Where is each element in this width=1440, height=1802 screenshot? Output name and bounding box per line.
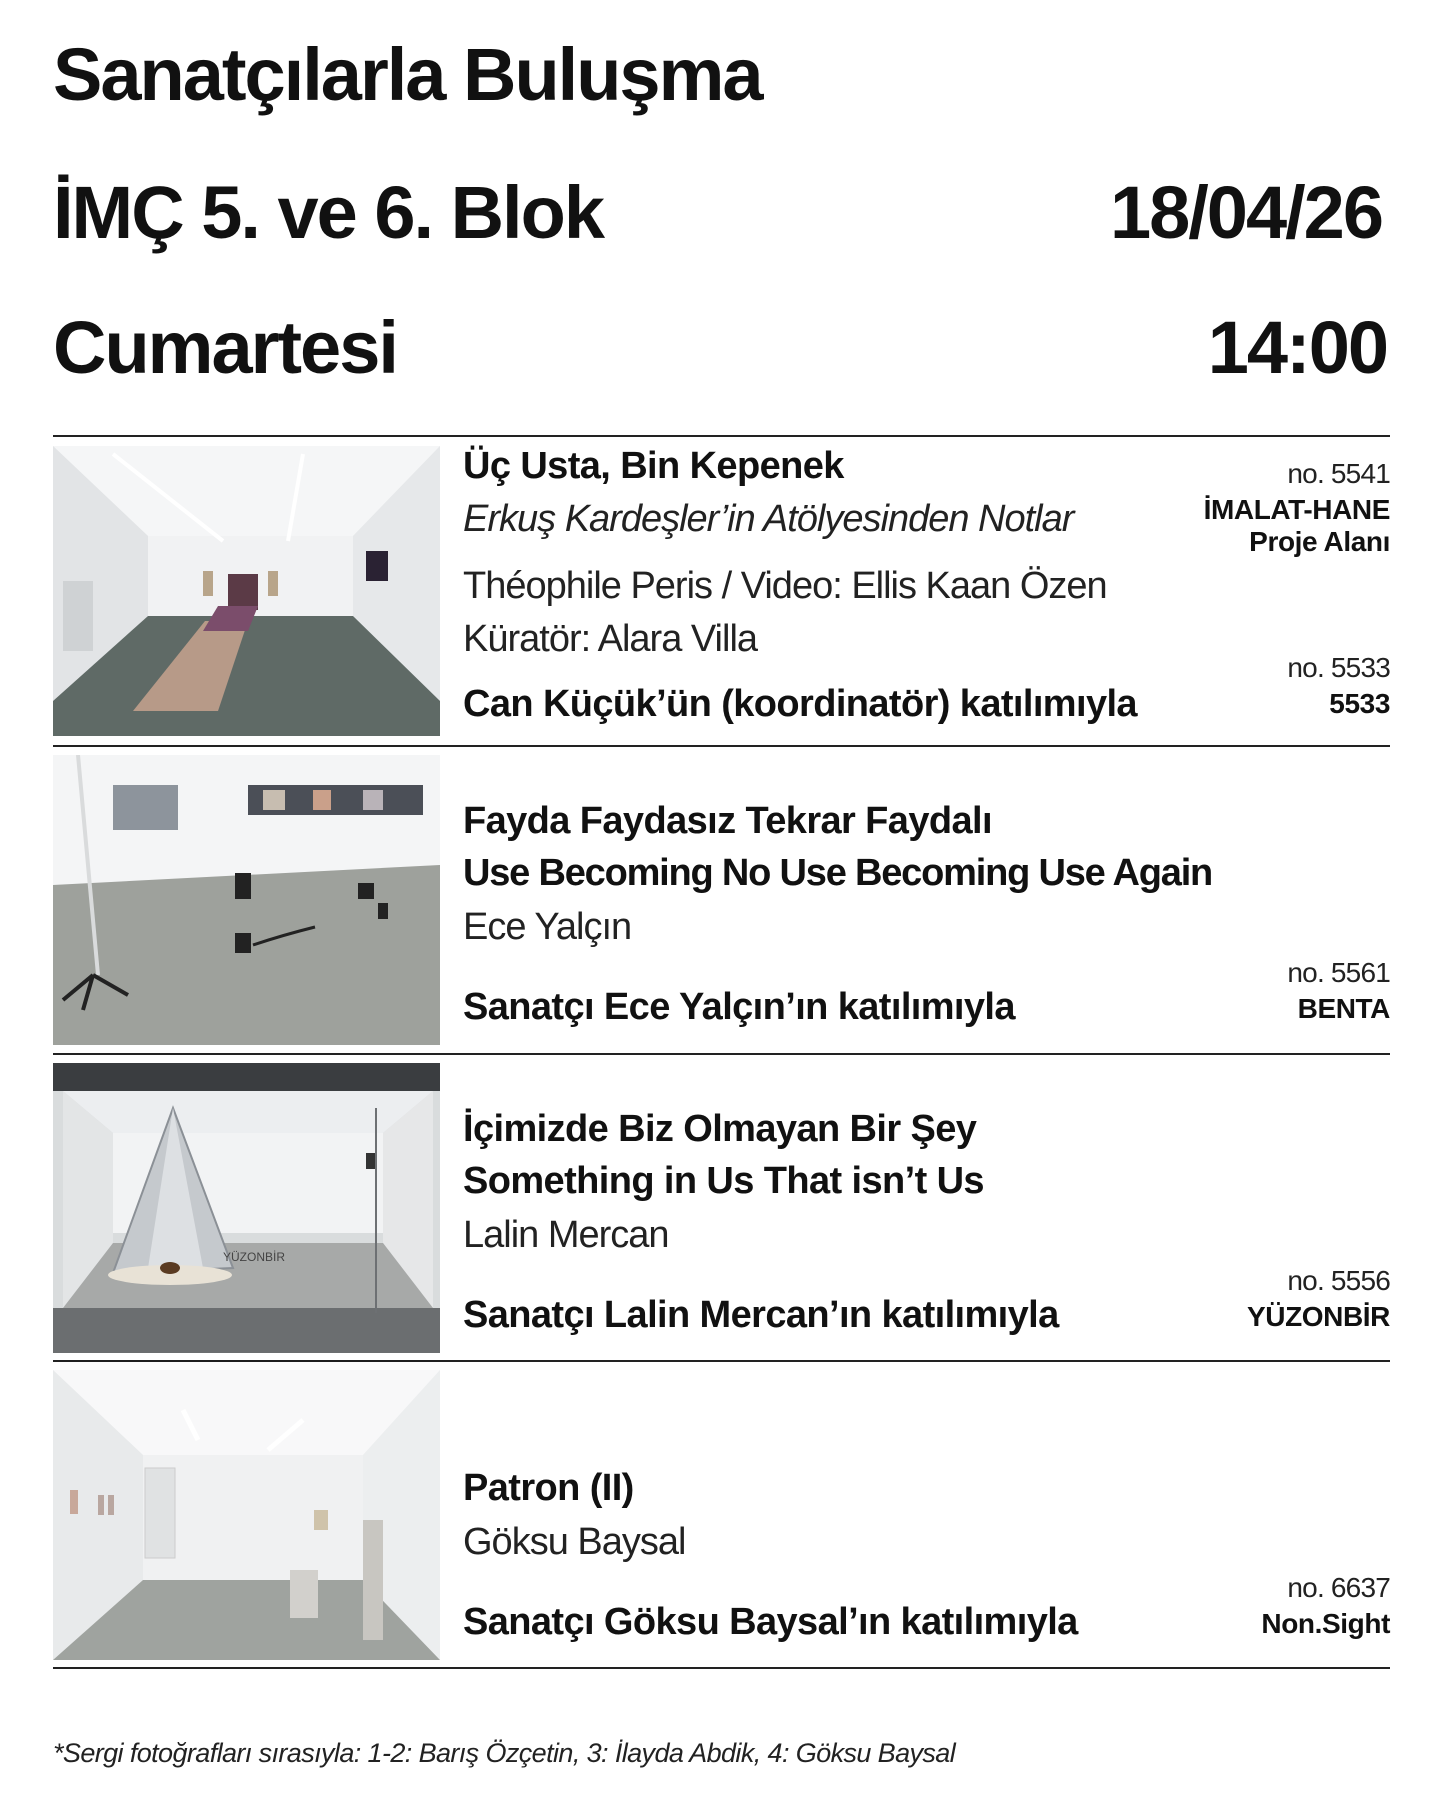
gallery-info [1287, 957, 1390, 1025]
gallery-room-image [53, 446, 440, 736]
gallery-room-image [53, 755, 440, 1045]
divider [53, 1667, 1390, 1669]
event-row-1 [53, 436, 1390, 726]
event-title-english: Something in Us That isn’t Us [463, 1160, 984, 1202]
gallery-room-image [53, 1063, 440, 1353]
photo-credits-footnote: *Sergi fotoğrafları sırasıyla: 1-2: Barış Özçetin, 3: İlayda Abdik, 4: Göksu Baysal [53, 1738, 956, 1768]
gallery-number: no. 5561 [1287, 957, 1390, 988]
gallery-number: no. 5556 [1287, 1265, 1390, 1296]
gallery-info [1261, 1572, 1390, 1640]
date-label: 18/04/26 [1109, 171, 1382, 254]
location-label: İMÇ 5. ve 6. Blok [53, 171, 603, 254]
gallery-name-line2: Proje Alanı [1249, 526, 1390, 558]
gallery-info-bottom [1287, 652, 1390, 720]
event-artist: Göksu Baysal [463, 1521, 686, 1563]
event-row-4 [53, 1360, 1390, 1650]
event-artist: Lalin Mercan [463, 1214, 669, 1256]
event-participation: Sanatçı Ece Yalçın’ın katılımıyla [463, 986, 1015, 1028]
gallery-number: no. 5541 [1287, 458, 1390, 489]
event-title: İçimizde Biz Olmayan Bir Şey [463, 1108, 977, 1150]
time-label: 14:00 [1207, 306, 1387, 389]
gallery-room-image [53, 1370, 440, 1660]
event-artist: Ece Yalçın [463, 906, 632, 948]
event-subtitle: Erkuş Kardeşler’in Atölyesinden Notlar [463, 498, 1074, 540]
event-row-3 [53, 1053, 1390, 1343]
event-title: Üç Usta, Bin Kepenek [463, 445, 844, 487]
event-participation: Sanatçı Lalin Mercan’ın katılımıyla [463, 1294, 1059, 1336]
event-participation: Sanatçı Göksu Baysal’ın katılımıyla [463, 1601, 1078, 1643]
event-title: Fayda Faydasız Tekrar Faydalı [463, 800, 992, 842]
gallery-number: no. 6637 [1287, 1572, 1390, 1603]
gallery-info [1247, 1265, 1390, 1333]
event-title-english: Use Becoming No Use Becoming Use Again [463, 852, 1213, 894]
gallery-name: YÜZONBİR [1246, 1301, 1390, 1333]
event-title: Patron (II) [463, 1467, 634, 1509]
exhibition-photo-4 [53, 1370, 440, 1660]
gallery-name: Non.Sight [1261, 1608, 1390, 1640]
page-title: Sanatçılarla Buluşma [53, 33, 762, 116]
gallery-name: 5533 [1329, 688, 1390, 720]
exhibition-photo-1 [53, 446, 440, 736]
gallery-name: BENTA [1297, 993, 1390, 1025]
svg-text:YÜZONBİR: YÜZONBİR [223, 1250, 286, 1264]
event-curator: Küratör: Alara Villa [463, 618, 758, 660]
location-date-row [53, 171, 1382, 254]
exhibition-photo-3 [53, 1063, 440, 1353]
gallery-number: no. 5533 [1287, 652, 1390, 683]
gallery-name: İMALAT-HANE [1203, 494, 1390, 526]
day-label: Cumartesi [53, 306, 397, 389]
event-artists: Théophile Peris / Video: Ellis Kaan Özen [463, 565, 1107, 607]
event-row-2 [53, 745, 1390, 1035]
exhibition-photo-2 [53, 755, 440, 1045]
gallery-info-top [1204, 458, 1390, 559]
event-participation: Can Küçük’ün (koordinatör) katılımıyla [463, 683, 1137, 725]
day-time-row [53, 306, 1387, 389]
